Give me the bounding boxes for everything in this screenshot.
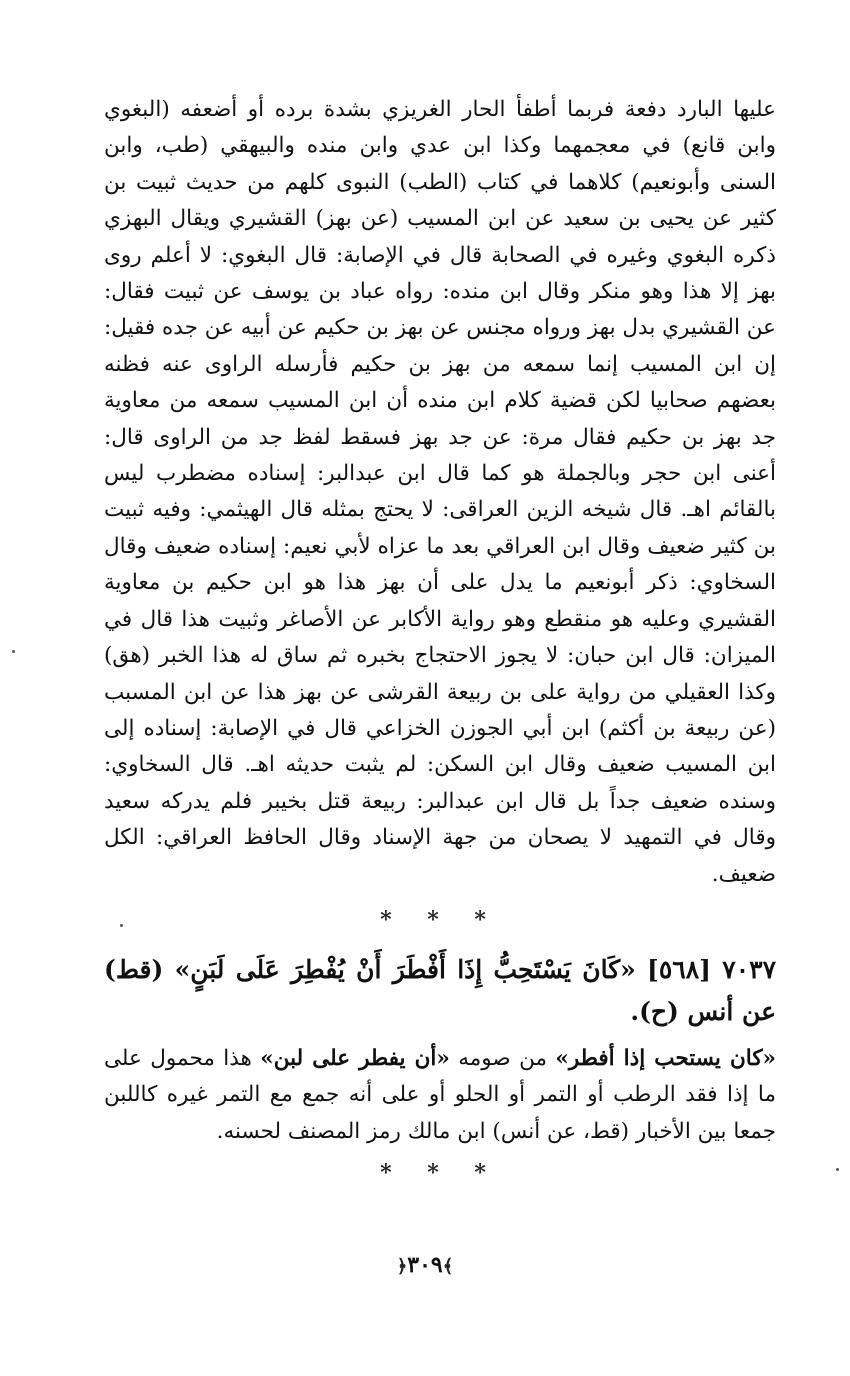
commentary-part-1: من صومه xyxy=(449,1045,556,1071)
scan-speck xyxy=(836,1168,839,1171)
hadith-number: ٧٠٣٧ xyxy=(722,954,776,984)
section-separator: * * * xyxy=(380,906,500,933)
hadith-entry xyxy=(104,949,776,1033)
page-number xyxy=(0,1252,850,1278)
commentary-part-2: هذا محمول على ما إذا فقد الرطب أو التمر أو الحلو أو على أنه جمع مع التمر غيره كاللبن جمعا بين الأخبار (قط، عن أنس) ابن مالك رمز المصنف لحسنه. xyxy=(104,1045,776,1144)
section-separator-2: * * * xyxy=(380,1160,500,1187)
hadith-commentary xyxy=(104,1041,776,1150)
commentary-quote-2: «أن يفطر على لبن» xyxy=(260,1045,450,1071)
page-number-value: ٣٠٩ xyxy=(407,1252,443,1278)
scan-speck xyxy=(12,650,15,653)
commentary-paragraph-continued: عليها البارد دفعة فربما أطفأ الحار الغريزي بشدة برده أو أضعفه (البغوي وابن قانع) في معجمهما وكذا ابن عدي وابن منده والبيهقي (طب، وابن السنى وأبونعيم) كلاهما في كتاب (الطب) النبوى كلهم من حديث ثبيت بن كثير عن يحيى بن سعيد عن ابن المسيب (عن بهز) القشيري ويقال البهزي ذكره البغوي وغيره في الصحابة قال في الإصابة: قال البغوي: لا أعلم روى بهز إلا هذا وهو منكر وقال ابن منده: رواه عباد بن يوسف عن ثبيت فقال: عن القشيري بدل بهز ورواه مجنس عن بهز بن حكيم عن أبيه عن جده فقيل: إن ابن المسيب إنما سمعه من بهز بن حكيم فأرسله الراوى عنه فظنه بعضهم صحابيا لكن قضية كلام ابن منده أن ابن المسيب سمعه من معاوية جد بهز بن حكيم فقال مرة: عن جد بهز فسقط لفظ جد من الراوى قال: أعنى ابن حجر وبالجملة هو كما قال ابن عبدالبر: إسناده مضطرب ليس بالقائم اهـ. قال شيخه الزين العراقى: لا يحتج بمثله قال الهيثمي: وفيه ثبيت بن كثير ضعيف وقال ابن العراقي بعد ما عزاه لأبي نعيم: إسناده ضعيف وقال السخاوي: ذكر أبونعيم ما يدل على أن بهز هذا هو ابن حكيم بن معاوية القشيري وعليه هو منقطع وهو رواية الأكابر عن الأصاغر وثبيت هذا قال في الميزان: قال ابن حبان: لا يجوز الاحتجاج بخبره ثم ساق له هذا الخبر (هق) وكذا العقيلي من رواية على بن ربيعة القرشى عن بهز هذا عن ابن المسبب (عن ربيعة بن أكثم) ابن أبي الجوزن الخزاعي قال في الإصابة: إسناده إلى ابن المسيب ضعيف وقال ابن السكن: لم يثبت حديثه اهـ. قال السخاوي: وسنده ضعيف جداً بل قال ابن عبدالبر: ربيعة قتل بخيبر فلم يدركه سعيد وقال في التمهيد لا يصحان من جهة الإسناد وقال الحافظ العراقي: الكل ضعيف. xyxy=(104,97,776,887)
page-body xyxy=(104,92,776,1202)
page-number-ornament-right: ﴾ xyxy=(442,1256,454,1277)
scan-speck xyxy=(120,924,123,927)
page-number-ornament-left: ﴿ xyxy=(396,1256,408,1277)
commentary-quote-1: «كان يستحب إذا أفطر» xyxy=(555,1045,776,1071)
hadith-text: [٥٦٨] «كَانَ يَسْتَحِبُّ إِذَا أَفْطَرَ أَنْ يُفْطِرَ عَلَى لَبَنٍ» (قط) عن أنس (ح). xyxy=(104,954,776,1026)
